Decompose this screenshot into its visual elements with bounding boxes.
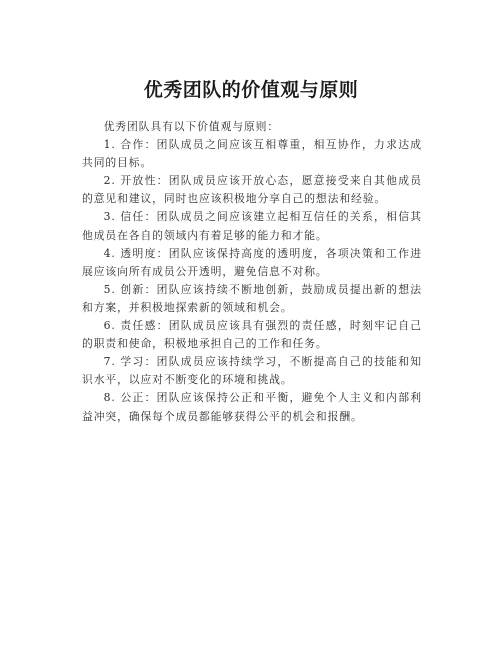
document-title: 优秀团队的价值观与原则 (143, 79, 359, 101)
document-body (82, 118, 422, 426)
intro-paragraph: 优秀团队具有以下价值观与原则： (103, 120, 280, 133)
principle-item-1: 1. 合作：团队成员之间应该互相尊重，相互协作，力求达成共同的目标。 (82, 138, 422, 170)
principle-item-3: 3. 信任：团队成员之间应该建立起相互信任的关系，相信其他成员在各自的领域内有着足够的能力和才能。 (82, 210, 422, 242)
principle-item-7: 7. 学习：团队成员应该持续学习，不断提高自己的技能和知识水平，以应对不断变化的环境和挑战。 (82, 355, 422, 387)
principle-item-2: 2. 开放性：团队成员应该开放心态，愿意接受来自其他成员的意见和建议，同时也应该积极地分享自己的想法和经验。 (82, 174, 422, 206)
principle-item-6: 6. 责任感：团队成员应该具有强烈的责任感，时刻牢记自己的职责和使命，积极地承担自己的工作和任务。 (82, 319, 422, 351)
principle-item-8: 8. 公正：团队应该保持公正和平衡，避免个人主义和内部利益冲突，确保每个成员都能够获得公平的机会和报酬。 (82, 391, 422, 423)
principle-item-5: 5. 创新：团队应该持续不断地创新，鼓励成员提出新的想法和方案，并积极地探索新的领域和机会。 (82, 282, 422, 314)
principle-item-4: 4. 透明度：团队应该保持高度的透明度，各项决策和工作进展应该向所有成员公开透明，避免信息不对称。 (82, 246, 422, 278)
